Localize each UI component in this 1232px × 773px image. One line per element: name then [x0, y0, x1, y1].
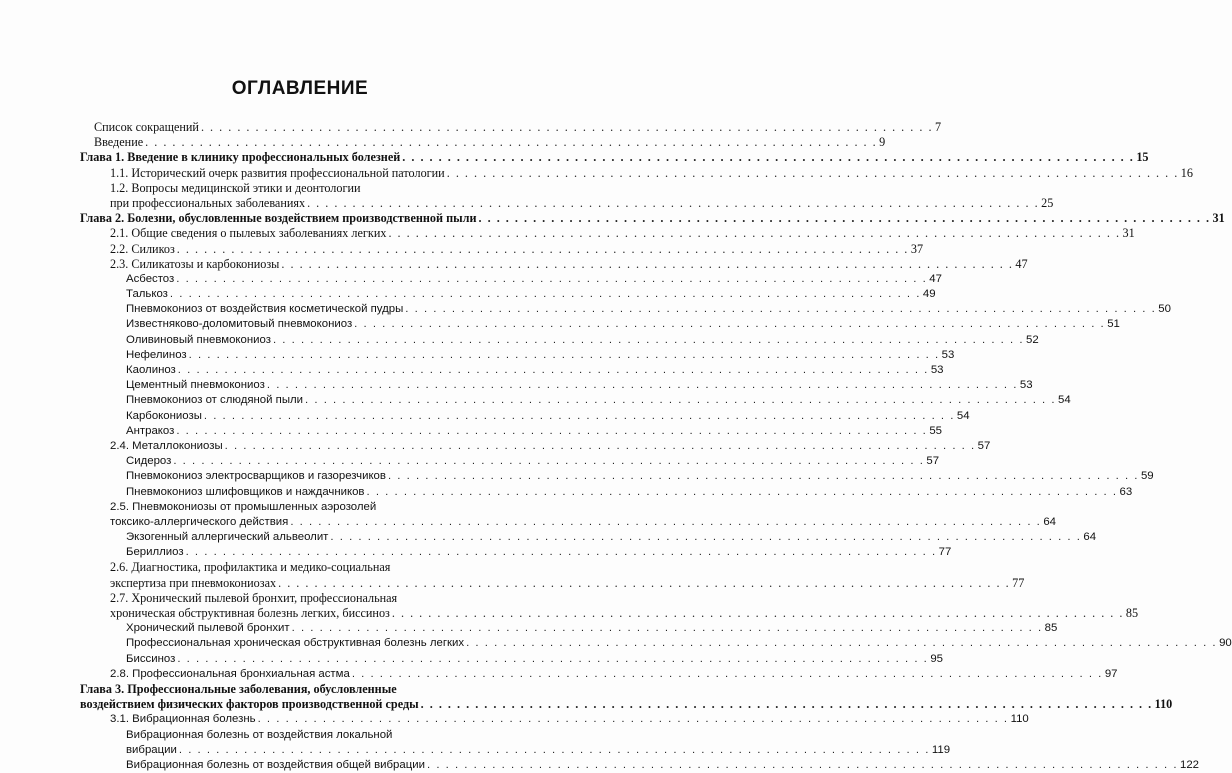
dot-leader — [427, 758, 1178, 773]
toc-entry-title: Нефелиноз — [126, 348, 187, 361]
dot-leader — [173, 454, 924, 469]
toc-entry — [80, 195, 1054, 211]
toc-entry — [80, 393, 1071, 408]
toc-entry — [80, 424, 943, 439]
toc-entry — [80, 454, 940, 469]
toc-entry-title: 2.3. Силикатозы и карбокониозы — [110, 256, 280, 271]
toc-page-number: 59 — [1140, 470, 1154, 483]
toc-entry-title: воздействием физических факторов производственной среды — [80, 697, 419, 712]
dot-leader — [405, 302, 1156, 317]
table-of-contents — [80, 120, 1232, 773]
toc-page-number: 31 — [1122, 226, 1135, 241]
toc-page-number: 85 — [1044, 622, 1058, 635]
toc-entry — [80, 743, 951, 758]
dot-leader — [258, 712, 1009, 727]
dot-leader — [290, 515, 1041, 530]
dot-leader — [388, 226, 1120, 241]
toc-page-number: 85 — [1125, 606, 1139, 620]
dot-leader — [145, 135, 877, 150]
dot-leader — [281, 257, 1013, 272]
toc-page-number: 64 — [1043, 515, 1056, 528]
toc-page-number: 9 — [879, 135, 886, 150]
toc-entry-title: Известняково-доломитовый пневмокониоз — [126, 318, 353, 331]
toc-entry — [80, 256, 1028, 272]
toc-entry — [80, 606, 1139, 621]
toc-entry-title: Экзогенный аллергический альвеолит — [126, 531, 329, 544]
dot-leader — [352, 667, 1103, 682]
toc-entry — [80, 272, 942, 287]
dot-leader — [466, 636, 1217, 651]
toc-page-number: 64 — [1083, 531, 1097, 544]
toc-page-number: 63 — [1119, 485, 1133, 498]
dot-leader — [176, 424, 927, 439]
dot-leader — [225, 439, 976, 454]
dot-leader — [354, 317, 1105, 332]
toc-entry — [80, 530, 1097, 545]
toc-chapter — [80, 682, 512, 697]
toc-entry-title: Вибрационная болезнь от воздействия общей вибрации — [126, 758, 425, 771]
toc-entry — [80, 409, 970, 424]
toc-entry — [80, 135, 886, 150]
toc-entry — [80, 560, 512, 575]
dot-leader — [305, 393, 1056, 408]
toc-entry-title: Цементный пневмокониоз — [126, 379, 265, 392]
dot-leader — [479, 211, 1211, 226]
toc-page-number: 54 — [1058, 394, 1071, 407]
toc-entry-title: 3.1. Вибрационная болезнь — [110, 713, 256, 726]
toc-page-number: 16 — [1180, 165, 1193, 180]
toc-entry — [80, 758, 1200, 773]
toc-entry-title: при профессиональных заболеваниях — [110, 195, 306, 210]
toc-entry — [80, 728, 512, 743]
toc-entry-title: 2.4. Металлокониозы — [110, 439, 223, 452]
toc-entry-title: 2.2. Силикоз — [110, 241, 175, 256]
toc-entry-title: Каолиноз — [126, 364, 176, 376]
dot-leader — [292, 621, 1043, 636]
toc-page-number: 47 — [1015, 256, 1028, 271]
toc-page-number: 7 — [934, 120, 942, 134]
toc-entry — [80, 469, 1154, 484]
dot-leader — [307, 196, 1039, 211]
toc-entry — [80, 667, 1118, 682]
dot-leader — [421, 697, 1153, 712]
toc-page-number: 54 — [956, 409, 970, 422]
toc-page-number: 119 — [931, 743, 951, 756]
toc-entry-title: 1.1. Исторический очерк развития профессиональной патологии — [110, 165, 445, 180]
toc-entry — [80, 241, 924, 257]
toc-chapter — [80, 150, 1149, 165]
toc-page-number: 47 — [929, 272, 942, 285]
toc-entry — [80, 287, 936, 302]
toc-entry — [80, 363, 944, 378]
toc-entry-title: Пневмокониоз от воздействия косметической пудры — [126, 303, 404, 316]
toc-entry-title: Вибрационная болезнь от воздействия локальной — [126, 728, 393, 741]
dot-leader — [388, 469, 1139, 484]
dot-leader — [330, 530, 1081, 545]
toc-entry — [80, 302, 1171, 317]
toc-entry-title: 2.7. Хронический пылевой бронхит, профессиональная — [110, 590, 398, 605]
toc-entry — [80, 485, 1133, 500]
toc-entry-title: токсико-аллергического действия — [110, 515, 289, 528]
toc-entry-title: Глава 3. Профессиональные заболевания, обусловленные — [80, 681, 397, 696]
toc-entry — [80, 439, 991, 454]
toc-entry-title: вибрации — [126, 743, 177, 756]
toc-chapter — [80, 211, 1225, 226]
toc-entry-title: Профессиональная хроническая обструктивная болезнь легких — [126, 637, 465, 650]
dot-leader — [267, 378, 1018, 393]
toc-entry-title: Пневмокониоз от слюдяной пыли — [126, 394, 304, 407]
toc-page-number: 95 — [930, 652, 943, 665]
toc-entry-title: Хронический пылевой бронхит — [126, 622, 290, 635]
dot-leader — [177, 652, 928, 667]
toc-page-number: 37 — [910, 241, 924, 256]
toc-page-number: 57 — [926, 455, 940, 468]
toc-page-number: 31 — [1212, 211, 1225, 226]
toc-page-number: 53 — [1019, 379, 1033, 392]
toc-page-number: 77 — [1012, 575, 1025, 590]
dot-leader — [367, 485, 1118, 500]
toc-entry — [80, 621, 1058, 636]
toc-page-number: 15 — [1136, 150, 1149, 165]
dot-leader — [447, 166, 1179, 181]
dot-leader — [176, 272, 927, 287]
toc-page-number: 77 — [938, 546, 952, 559]
toc-page-number: 97 — [1104, 667, 1118, 680]
toc-entry — [80, 636, 1232, 651]
toc-entry-title: 2.1. Общие сведения о пылевых заболеваниях легких — [110, 226, 387, 241]
toc-page-number: 57 — [977, 439, 991, 452]
toc-page-number: 110 — [1010, 713, 1029, 726]
page-title: ОГЛАВЛЕНИЕ — [231, 78, 369, 99]
toc-entry — [80, 348, 955, 363]
toc-entry-title: Оливиновый пневмокониоз — [126, 333, 271, 346]
toc-page-number: 55 — [929, 424, 943, 437]
toc-page-number: 110 — [1154, 697, 1173, 712]
toc-entry-title: 1.2. Вопросы медицинской этики и деонтологии — [110, 180, 361, 195]
toc-page-number: 122 — [1180, 758, 1200, 771]
toc-entry-title: Бериллиоз — [126, 546, 184, 559]
toc-entry-title: Глава 1. Введение в клинику профессиональных болезней — [80, 150, 401, 165]
toc-entry — [80, 652, 943, 667]
toc-entry-title: экспертиза при пневмокониозах — [110, 575, 277, 590]
toc-entry — [80, 165, 1193, 181]
toc-page-number: 53 — [941, 348, 955, 361]
toc-entry-title: Антракоз — [126, 424, 175, 437]
dot-leader — [201, 120, 933, 135]
toc-chapter — [80, 697, 1173, 712]
dot-leader — [178, 363, 929, 378]
toc-entry — [80, 575, 1025, 591]
dot-leader — [273, 333, 1024, 348]
dot-leader — [186, 545, 937, 560]
toc-entry-title: хроническая обструктивная болезнь легких, биссиноз — [110, 606, 390, 620]
toc-page-number: 52 — [1025, 333, 1039, 346]
toc-entry — [80, 545, 952, 560]
toc-entry-title: Пневмокониоз шлифовщиков и наждачников — [126, 485, 365, 498]
toc-entry — [80, 500, 512, 515]
dot-leader — [392, 606, 1124, 621]
toc-entry — [80, 378, 1033, 393]
toc-entry — [80, 591, 512, 606]
dot-leader — [402, 150, 1134, 165]
toc-entry-title: Глава 2. Болезни, обусловленные воздействием производственной пыли — [80, 211, 477, 226]
toc-entry-title: Список сокращений — [94, 120, 199, 134]
toc-entry — [80, 712, 1029, 727]
toc-entry — [80, 120, 942, 135]
toc-entry — [80, 515, 1056, 530]
dot-leader — [189, 348, 940, 363]
toc-page-number: 49 — [922, 288, 936, 301]
dot-leader — [170, 287, 921, 302]
toc-entry-title: Карбокониозы — [126, 409, 202, 422]
toc-entry — [80, 333, 1039, 348]
toc-entry-title: Биссиноз — [126, 652, 176, 665]
toc-entry-title: Талькоз — [126, 288, 168, 301]
toc-entry-title: 2.5. Пневмокониозы от промышленных аэрозолей — [110, 500, 377, 513]
toc-page-number: 51 — [1107, 318, 1120, 331]
toc-entry-title: Введение — [94, 135, 144, 150]
dot-leader — [177, 242, 909, 257]
toc-entry — [80, 317, 1120, 332]
toc-page-number: 25 — [1041, 195, 1054, 210]
toc-entry-title: Асбестоз — [126, 272, 175, 285]
dot-leader — [278, 576, 1010, 591]
toc-entry-title: 2.8. Профессиональная бронхиальная астма — [110, 667, 350, 680]
toc-entry — [80, 226, 1135, 241]
dot-leader — [204, 409, 955, 424]
toc-entry-title: Сидероз — [126, 455, 172, 468]
toc-page-number: 53 — [930, 364, 944, 376]
dot-leader — [179, 743, 930, 758]
toc-page-number: 90 — [1219, 637, 1232, 650]
toc-entry-title: Пневмокониоз электросварщиков и газорезчиков — [126, 470, 386, 483]
toc-page-number: 50 — [1158, 303, 1171, 316]
toc-entry — [80, 181, 512, 196]
toc-entry-title: 2.6. Диагностика, профилактика и медико-социальная — [110, 560, 391, 575]
